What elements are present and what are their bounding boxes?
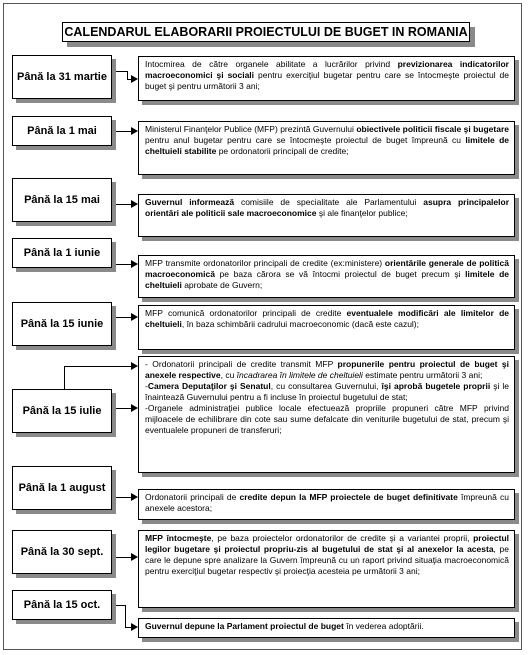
desc-box-15-iulie: - Ordonatorii principali de credite transmit MFP propunerile pentru proiectul de buget şi anexele respective, cu încadrarea în limitele de cheltuieli estimate pentru următorii 3 ani; -Camera Deputaţilor şi Senatul, cu consultarea Guvernului, îşi aprobă bugetele proprii şi le înaintează Guvernului pentru a fi incluse în proiectul bugetului de stat; -Organele administraţiei publice locale efectuează propriile propuneri către MFP privind mijloacele de echilibrare din cote sau sume defalcate din veniturile bugetului de stat, precum şi eventualele propuneri de transferuri; bbox=[138, 356, 515, 473]
desc-box-30-sept: MFP întocmeşte, pe baza proiectelor ordonatorilor de credite şi a variantei proprii, proiectul legilor bugetare şi proiectul propriu-zis al bugetului de stat şi al anexelor la acesta, pe care le depune spre analizare la Guvern împreună cu un raport privind situaţia macroeconomică pentru exerciţiul bugetar respectiv şi proiecţia acesteia pe următorii 3 ani; bbox=[138, 530, 515, 608]
date-box-15-mai: Până la 15 mai bbox=[12, 178, 112, 222]
desc-box-1-mai: Ministerul Finanţelor Publice (MFP) prezintă Guvernului obiectivele politicii fiscale şi bugetare pentru anul bugetar pentru care se întocmeşte proiectul de buget împreună cu limitele de cheltuieli stabilite pe ordonatorii principali de credite; bbox=[138, 121, 515, 175]
desc-box-15-oct: Guvernul depune la Parlament proiectul de buget în vederea adoptării. bbox=[138, 618, 515, 638]
date-box-15-iulie: Până la 15 iulie bbox=[12, 389, 112, 433]
desc-box-15-mai: Guvernul informează comisiile de specialitate ale Parlamentului asupra principalelor orientări ale politicii sale macroeconomice şi ale finanţelor publice; bbox=[138, 194, 515, 237]
date-box-15-iunie: Până la 15 iunie bbox=[12, 302, 112, 346]
date-box-15-oct: Până la 15 oct. bbox=[12, 590, 112, 620]
desc-box-1-august: Ordonatorii principali de credite depun la MFP proiectele de buget definitivate împreună cu anexele acestora; bbox=[138, 489, 515, 520]
date-box-31-martie: Până la 31 martie bbox=[12, 55, 112, 99]
desc-box-31-martie: Intocmirea de către organele abilitate a lucrărilor privind previzionarea indicatorilor macroeconomici şi sociali pentru exerciţiul bugetar pentru care se întocmeşte proiectul de buget şi pentru următorii 3 ani; bbox=[138, 56, 515, 101]
page-title: CALENDARUL ELABORARII PROIECTULUI DE BUGET IN ROMANIA bbox=[62, 22, 470, 42]
desc-box-15-iunie: MFP comunică ordonatorilor principali de credite eventualele modificări ale limitelor de cheltuieli, în baza schimbării cadrului macroeconomic (dacă este cazul); bbox=[138, 305, 515, 350]
date-box-1-august: Până la 1 august bbox=[12, 466, 112, 510]
date-box-1-mai: Până la 1 mai bbox=[12, 116, 112, 146]
date-box-1-iunie: Până la 1 iunie bbox=[12, 238, 112, 268]
desc-box-1-iunie: MFP transmite ordonatorilor principali de credite (ex:ministere) orientările generale de politică macroeconomică pe baza cărora se vă întocmi proiectul de buget precum şi limitele de cheltuieli aprobate de Guvern; bbox=[138, 255, 515, 298]
date-box-30-sept: Până la 30 sept. bbox=[12, 530, 112, 574]
